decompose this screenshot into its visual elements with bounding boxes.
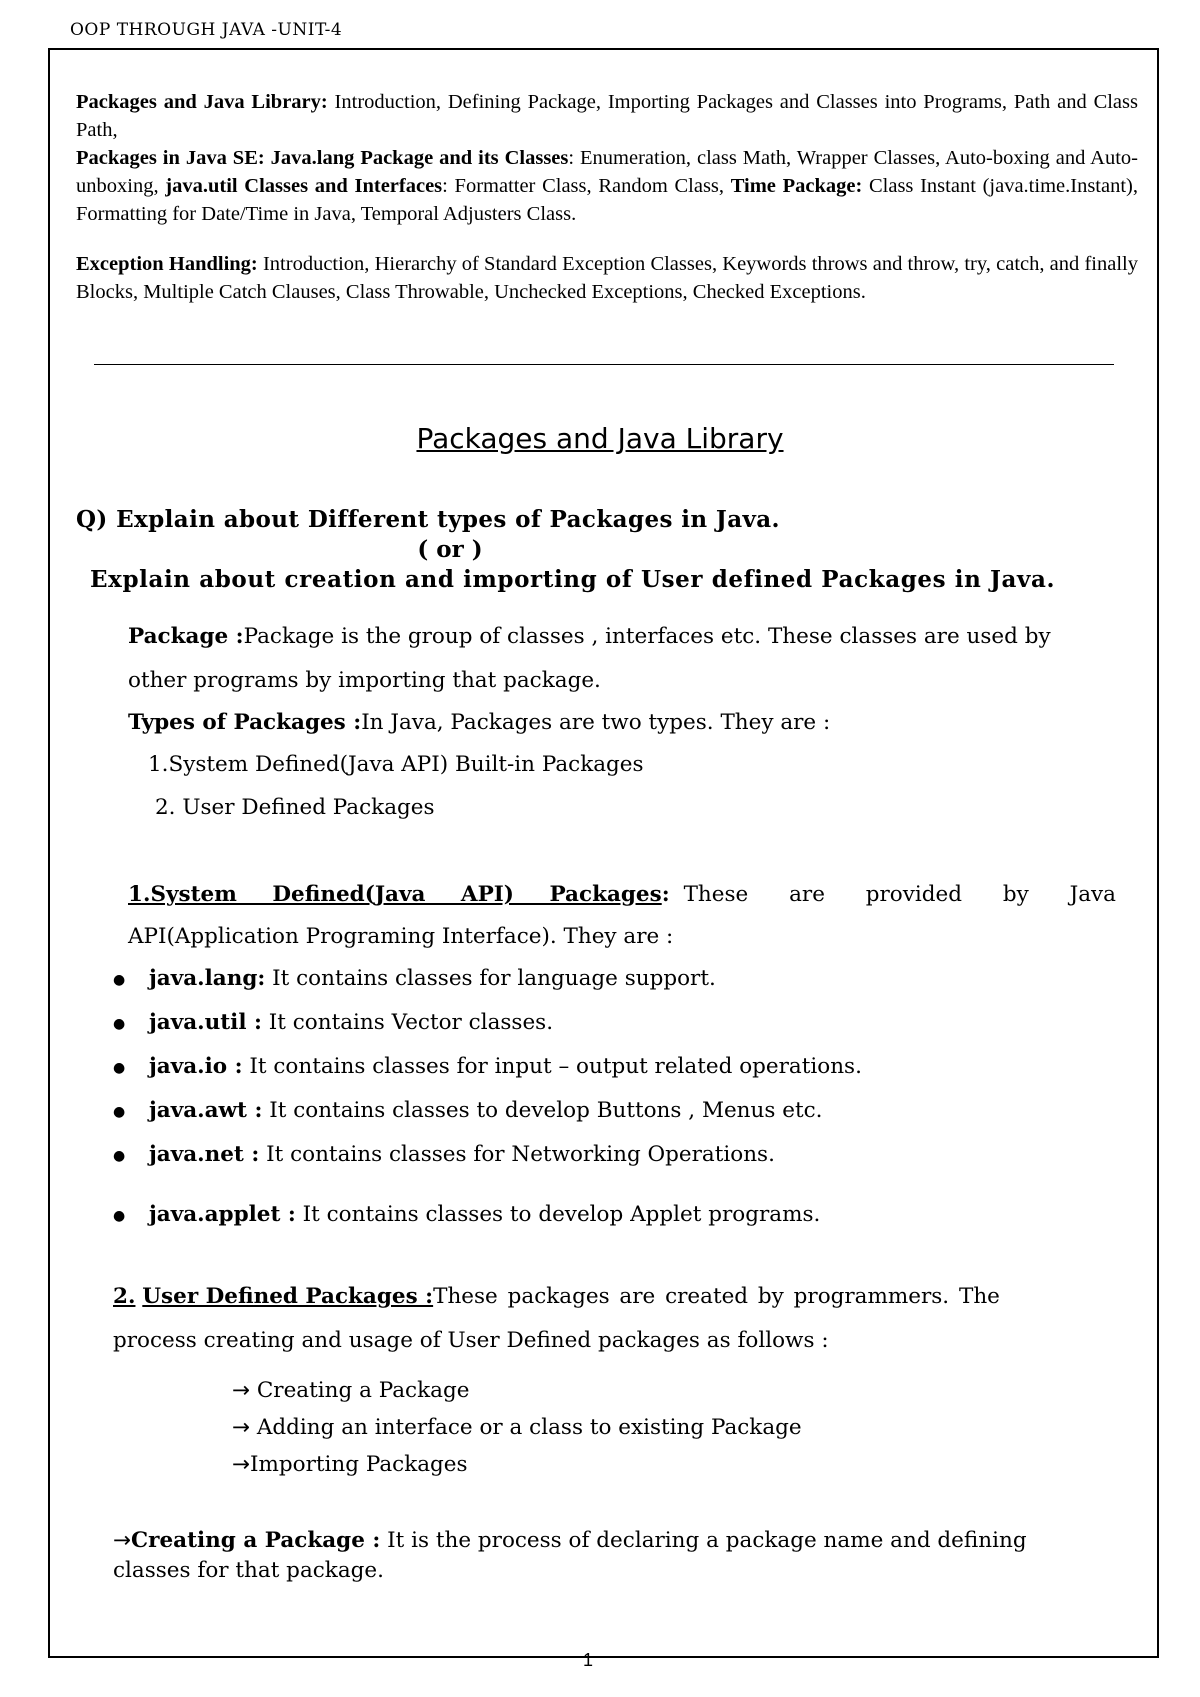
arrow-right-icon: → bbox=[232, 1378, 257, 1403]
syllabus-java-se: Packages in Java SE: Java.lang Package and its Classes: Enumeration, class Math, Wrapper Classes, Auto-boxing and Auto-unboxing, java.util Classes and Interfaces: Formatter Class, Random Class, Time Package: Class Instant (java.time.Instant), Formatting for Date/Time in Java, Temporal Adjusters Class. bbox=[76, 147, 1138, 225]
types-of-packages: Types of Packages :In Java, Packages are two types. They are : bbox=[128, 710, 831, 735]
creating-package-cont: classes for that package. bbox=[113, 1558, 384, 1583]
bullet-icon: ● bbox=[113, 1208, 126, 1224]
syllabus-exceptions: Exception Handling: Introduction, Hierarchy of Standard Exception Classes, Keywords throws and throw, try, catch, and finally Blocks, Multiple Catch Clauses, Class Throwable, Unchecked Exceptions, Checked Exceptions. bbox=[76, 253, 1138, 303]
bullet-icon: ● bbox=[113, 1148, 126, 1164]
types-item-1: 1.System Defined(Java API) Built-in Packages bbox=[148, 752, 644, 777]
system-defined-cont: API(Application Programing Interface). They are : bbox=[128, 924, 674, 949]
list-item: java.lang: It contains classes for language support. bbox=[149, 966, 716, 991]
system-defined-heading: 1.System Defined(Java API) Packages bbox=[128, 882, 662, 907]
page-number: 1 bbox=[583, 1650, 594, 1670]
bullet-icon: ● bbox=[113, 1104, 126, 1120]
divider bbox=[94, 364, 1114, 365]
arrow-right-icon: → bbox=[232, 1452, 251, 1477]
question-line-1: Q) Explain about Different types of Packages in Java. bbox=[76, 506, 780, 533]
page-title: Packages and Java Library bbox=[416, 422, 784, 455]
types-item-2: 2. User Defined Packages bbox=[155, 795, 435, 820]
list-item: java.io : It contains classes for input – output related operations. bbox=[149, 1054, 862, 1079]
system-defined-heading-line: 1.System Defined(Java API) Packages: These are provided by Java bbox=[128, 882, 1116, 907]
user-defined-cont: process creating and usage of User Defined packages as follows : bbox=[113, 1328, 829, 1353]
list-item: java.awt : It contains classes to develop Buttons , Menus etc. bbox=[149, 1098, 823, 1123]
package-definition: Package :Package is the group of classes , interfaces etc. These classes are used by bbox=[128, 624, 1051, 649]
step-item: → Creating a Package bbox=[232, 1378, 470, 1403]
syllabus-block bbox=[76, 88, 1138, 306]
user-defined-heading-line: 2. User Defined Packages :These packages are created by programmers. The bbox=[113, 1284, 1000, 1309]
user-defined-heading: User Defined Packages : bbox=[142, 1284, 434, 1309]
syllabus-packages: Packages and Java Library: Introduction, Defining Package, Importing Packages and Classes into Programs, Path and Class Path, bbox=[76, 91, 1138, 141]
question-line-2: Explain about creation and importing of User defined Packages in Java. bbox=[90, 566, 1056, 593]
bullet-icon: ● bbox=[113, 1016, 126, 1032]
bullet-icon: ● bbox=[113, 1060, 126, 1076]
step-item: →Importing Packages bbox=[232, 1452, 468, 1477]
bullet-icon: ● bbox=[113, 972, 126, 988]
question-or: ( or ) bbox=[417, 536, 483, 563]
package-definition-cont: other programs by importing that package. bbox=[128, 668, 601, 693]
arrow-right-icon: → bbox=[113, 1528, 132, 1553]
list-item: java.util : It contains Vector classes. bbox=[149, 1010, 554, 1035]
page-header: OOP THROUGH JAVA -UNIT-4 bbox=[70, 20, 343, 40]
step-item: → Adding an interface or a class to existing Package bbox=[232, 1415, 802, 1440]
list-item: java.net : It contains classes for Networking Operations. bbox=[149, 1142, 775, 1167]
creating-package: →Creating a Package : It is the process of declaring a package name and defining bbox=[113, 1528, 1027, 1553]
list-item: java.applet : It contains classes to develop Applet programs. bbox=[149, 1202, 821, 1227]
arrow-right-icon: → bbox=[232, 1415, 257, 1440]
